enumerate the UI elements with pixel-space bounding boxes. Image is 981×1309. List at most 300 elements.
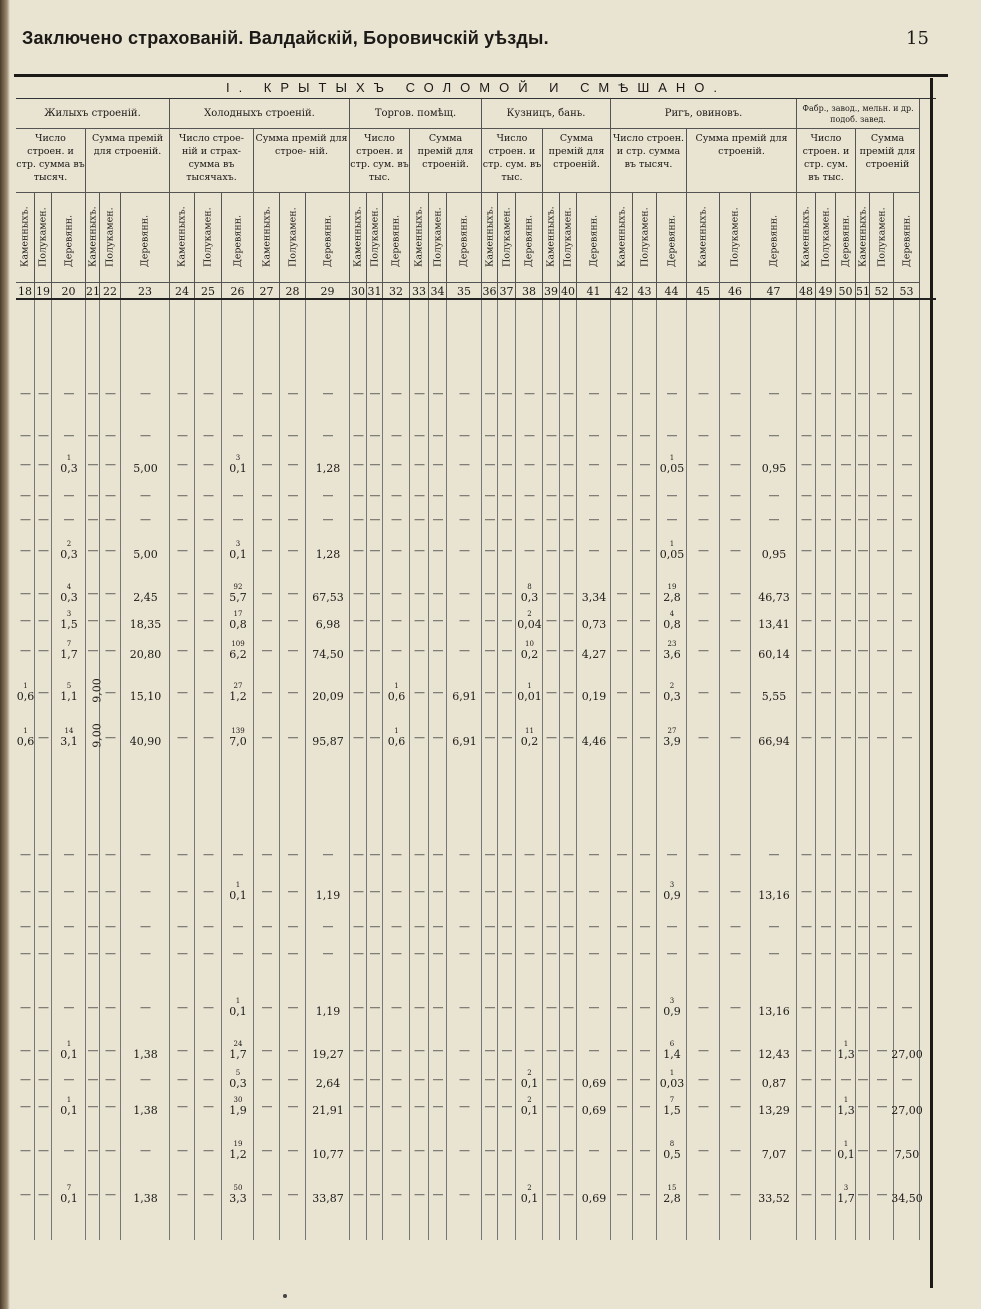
empty-cell-dash: — bbox=[730, 947, 741, 960]
empty-cell-dash: — bbox=[105, 1188, 116, 1201]
cell-value: 0,5 bbox=[663, 1148, 681, 1161]
empty-cell-dash: — bbox=[616, 920, 628, 933]
empty-cell-dash: — bbox=[563, 1188, 574, 1201]
empty-cell-dash: — bbox=[20, 544, 31, 557]
empty-cell-dash: — bbox=[901, 544, 913, 557]
empty-cell-dash: — bbox=[369, 1100, 381, 1113]
column-number: 23 bbox=[121, 283, 170, 300]
empty-cell-dash: — bbox=[563, 544, 574, 557]
empty-cell-dash: — bbox=[666, 513, 678, 526]
empty-cell-dash: — bbox=[840, 848, 852, 861]
empty-cell-dash: — bbox=[261, 848, 273, 861]
empty-cell-dash: — bbox=[287, 587, 299, 600]
empty-cell-dash: — bbox=[105, 1073, 116, 1086]
empty-cell-dash: — bbox=[261, 1044, 273, 1057]
column-type-header bbox=[429, 193, 447, 283]
empty-cell-dash: — bbox=[501, 644, 513, 657]
empty-cell-dash: — bbox=[414, 587, 425, 600]
table-cell bbox=[745, 454, 803, 475]
empty-cell-dash: — bbox=[20, 614, 31, 627]
column-type-header bbox=[498, 193, 516, 283]
empty-cell-dash: — bbox=[698, 458, 709, 471]
cell-count: 2 bbox=[669, 682, 675, 690]
empty-cell-dash: — bbox=[484, 1073, 496, 1086]
empty-cell-dash: — bbox=[730, 587, 741, 600]
column-number: 34 bbox=[429, 283, 447, 300]
empty-cell-dash: — bbox=[820, 644, 832, 657]
column-number: 47 bbox=[751, 283, 797, 300]
empty-cell-dash: — bbox=[876, 1100, 888, 1113]
empty-cell-dash: — bbox=[20, 644, 31, 657]
empty-cell-dash: — bbox=[232, 947, 244, 960]
empty-cell-dash: — bbox=[63, 1073, 75, 1086]
table-cell bbox=[300, 454, 356, 475]
empty-cell-dash: — bbox=[616, 686, 628, 699]
cell-value: 0,69 bbox=[581, 1077, 607, 1090]
empty-cell-dash: — bbox=[901, 686, 913, 699]
empty-cell-dash: — bbox=[177, 587, 188, 600]
table-cell bbox=[745, 881, 803, 902]
empty-cell-dash: — bbox=[87, 848, 99, 861]
empty-cell-dash: — bbox=[616, 885, 628, 898]
column-type-label: Деревянн. bbox=[322, 214, 333, 267]
empty-cell-dash: — bbox=[501, 458, 513, 471]
empty-cell-dash: — bbox=[563, 587, 574, 600]
cell-count: 15 bbox=[667, 1184, 677, 1192]
cell-count: 19 bbox=[667, 583, 677, 591]
empty-cell-dash: — bbox=[20, 513, 31, 526]
column-number: 40 bbox=[561, 285, 575, 298]
empty-cell-dash: — bbox=[20, 429, 31, 442]
empty-cell-dash: — bbox=[524, 885, 535, 898]
empty-cell-dash: — bbox=[840, 731, 852, 744]
cell-value: 46,73 bbox=[758, 591, 790, 604]
empty-cell-dash: — bbox=[432, 686, 444, 699]
empty-cell-dash: — bbox=[857, 920, 869, 933]
empty-cell-dash: — bbox=[369, 458, 381, 471]
empty-cell-dash: — bbox=[563, 1073, 574, 1086]
column-type-label: Полукамен. bbox=[562, 207, 574, 267]
empty-cell-dash: — bbox=[87, 1188, 99, 1201]
column-type-label: Полукамен. bbox=[820, 207, 831, 267]
empty-cell-dash: — bbox=[322, 387, 334, 400]
empty-cell-dash: — bbox=[459, 920, 470, 933]
cell-value: 0,6 bbox=[387, 690, 406, 703]
empty-cell-dash: — bbox=[177, 1188, 188, 1201]
cell-value: 0,1 bbox=[229, 889, 247, 902]
empty-cell-dash: — bbox=[730, 544, 741, 557]
column-number: 36 bbox=[482, 285, 497, 298]
column-type-label: Деревянн. bbox=[458, 214, 470, 267]
empty-cell-dash: — bbox=[666, 848, 678, 861]
table-cell bbox=[300, 1096, 356, 1117]
empty-cell-dash: — bbox=[801, 920, 812, 933]
empty-cell-dash: — bbox=[820, 885, 832, 898]
empty-cell-dash: — bbox=[546, 587, 557, 600]
empty-cell-dash: — bbox=[432, 489, 444, 502]
empty-cell-dash: — bbox=[353, 1073, 364, 1086]
column-type-label: Полукамен. bbox=[37, 207, 49, 267]
empty-cell-dash: — bbox=[353, 848, 364, 861]
empty-cell-dash: — bbox=[876, 848, 888, 861]
empty-cell-dash: — bbox=[353, 644, 364, 657]
empty-cell-dash: — bbox=[432, 885, 444, 898]
cell-count: 1 bbox=[669, 454, 675, 462]
cell-count: 1 bbox=[23, 682, 28, 690]
empty-cell-dash: — bbox=[801, 1001, 812, 1014]
empty-cell-dash: — bbox=[801, 513, 812, 526]
empty-cell-dash: — bbox=[369, 513, 381, 526]
empty-cell-dash: — bbox=[876, 1188, 888, 1201]
empty-cell-dash: — bbox=[140, 513, 151, 526]
empty-cell-dash: — bbox=[563, 513, 574, 526]
column-number: 26 bbox=[222, 283, 254, 300]
empty-cell-dash: — bbox=[901, 489, 913, 502]
empty-cell-dash: — bbox=[563, 1001, 574, 1014]
cell-count: 24 bbox=[233, 1040, 243, 1048]
cell-value: 1,1 bbox=[60, 690, 78, 703]
empty-cell-dash: — bbox=[588, 387, 600, 400]
empty-cell-dash: — bbox=[639, 1001, 651, 1014]
empty-cell-dash: — bbox=[38, 731, 49, 744]
empty-cell-dash: — bbox=[203, 644, 214, 657]
column-number: 18 bbox=[16, 283, 35, 300]
column-type-header bbox=[797, 193, 816, 283]
cell-value: 7,0 bbox=[229, 735, 247, 748]
empty-cell-dash: — bbox=[698, 513, 709, 526]
column-number: 52 bbox=[870, 283, 894, 300]
empty-cell-dash: — bbox=[616, 614, 628, 627]
empty-cell-dash: — bbox=[484, 387, 496, 400]
empty-cell-dash: — bbox=[639, 614, 651, 627]
group-header: Кузницъ, бань. bbox=[482, 99, 611, 129]
column-type-label: Полукамен. bbox=[639, 207, 650, 267]
empty-cell-dash: — bbox=[432, 920, 444, 933]
empty-cell-dash: — bbox=[857, 1073, 869, 1086]
table-cell bbox=[115, 727, 176, 748]
cell-value: 0,73 bbox=[581, 618, 607, 631]
empty-cell-dash: — bbox=[546, 644, 557, 657]
cell-value: 1,9 bbox=[229, 1104, 247, 1117]
empty-cell-dash: — bbox=[261, 587, 273, 600]
empty-cell-dash: — bbox=[203, 489, 214, 502]
empty-cell-dash: — bbox=[820, 387, 832, 400]
empty-cell-dash: — bbox=[484, 920, 496, 933]
top-rule bbox=[14, 74, 948, 77]
cell-count: 6 bbox=[669, 1040, 675, 1048]
column-type-header bbox=[280, 193, 306, 283]
empty-cell-dash: — bbox=[546, 1001, 557, 1014]
cell-value: 6,2 bbox=[229, 648, 247, 661]
empty-cell-dash: — bbox=[546, 1044, 557, 1057]
empty-cell-dash: — bbox=[63, 489, 75, 502]
cell-count: 5 bbox=[235, 1069, 241, 1077]
empty-cell-dash: — bbox=[20, 587, 31, 600]
empty-cell-dash: — bbox=[546, 1188, 557, 1201]
cell-value: 0,2 bbox=[520, 648, 539, 661]
empty-cell-dash: — bbox=[639, 644, 651, 657]
cell-value: 0,1 bbox=[60, 1104, 78, 1117]
empty-cell-dash: — bbox=[177, 1044, 188, 1057]
empty-cell-dash: — bbox=[588, 1144, 600, 1157]
cell-count: 1 bbox=[235, 881, 241, 889]
cell-value: 0,1 bbox=[520, 1077, 539, 1090]
empty-cell-dash: — bbox=[730, 848, 741, 861]
table-cell bbox=[745, 1096, 803, 1117]
empty-cell-dash: — bbox=[287, 387, 299, 400]
cell-value: 1,3 bbox=[837, 1048, 855, 1061]
empty-cell-dash: — bbox=[140, 1001, 151, 1014]
empty-cell-dash: — bbox=[698, 1100, 709, 1113]
empty-cell-dash: — bbox=[261, 489, 273, 502]
empty-cell-dash: — bbox=[459, 1144, 470, 1157]
empty-cell-dash: — bbox=[261, 885, 273, 898]
empty-cell-dash: — bbox=[391, 1073, 402, 1086]
column-number: 24 bbox=[170, 283, 195, 300]
column-number: 29 bbox=[306, 283, 350, 300]
cell-count: 17 bbox=[233, 610, 243, 618]
empty-cell-dash: — bbox=[901, 429, 913, 442]
empty-cell-dash: — bbox=[901, 644, 913, 657]
empty-cell-dash: — bbox=[546, 513, 557, 526]
empty-cell-dash: — bbox=[820, 1188, 832, 1201]
empty-cell-dash: — bbox=[140, 848, 151, 861]
empty-cell-dash: — bbox=[287, 458, 299, 471]
table-cell bbox=[300, 997, 356, 1018]
empty-cell-dash: — bbox=[801, 1100, 812, 1113]
empty-cell-dash: — bbox=[876, 458, 888, 471]
cell-value: 20,09 bbox=[312, 690, 344, 703]
empty-cell-dash: — bbox=[484, 1100, 496, 1113]
empty-cell-dash: — bbox=[616, 848, 628, 861]
column-type-label: Каменныхъ. bbox=[413, 206, 425, 267]
empty-cell-dash: — bbox=[820, 1100, 832, 1113]
cell-count: 2 bbox=[527, 610, 532, 618]
empty-cell-dash: — bbox=[901, 731, 913, 744]
empty-cell-dash: — bbox=[901, 513, 913, 526]
empty-cell-dash: — bbox=[730, 387, 741, 400]
empty-cell-dash: — bbox=[459, 489, 470, 502]
empty-cell-dash: — bbox=[287, 947, 299, 960]
column-type-header bbox=[447, 193, 482, 283]
cell-value: 6,98 bbox=[315, 618, 341, 631]
empty-cell-dash: — bbox=[840, 387, 852, 400]
empty-cell-dash: — bbox=[857, 848, 869, 861]
empty-cell-dash: — bbox=[857, 947, 869, 960]
empty-cell-dash: — bbox=[524, 387, 535, 400]
cell-count: 2 bbox=[66, 540, 72, 548]
table-cell bbox=[115, 1184, 176, 1205]
empty-cell-dash: — bbox=[87, 1001, 99, 1014]
empty-cell-dash: — bbox=[140, 387, 151, 400]
empty-cell-dash: — bbox=[38, 387, 49, 400]
cell-value: 3,3 bbox=[229, 1192, 247, 1205]
empty-cell-dash: — bbox=[20, 1001, 31, 1014]
column-type-header bbox=[306, 193, 350, 283]
page-number: 15 bbox=[906, 28, 929, 49]
cell-value: 6,91 bbox=[452, 690, 477, 703]
empty-cell-dash: — bbox=[432, 544, 444, 557]
empty-cell-dash: — bbox=[203, 544, 214, 557]
empty-cell-dash: — bbox=[546, 686, 557, 699]
empty-cell-dash: — bbox=[484, 1001, 496, 1014]
empty-cell-dash: — bbox=[563, 885, 574, 898]
cell-value: 15,10 bbox=[129, 690, 162, 703]
empty-cell-dash: — bbox=[353, 1044, 364, 1057]
empty-cell-dash: — bbox=[768, 387, 780, 400]
cell-value: 0,04 bbox=[517, 618, 542, 631]
empty-cell-dash: — bbox=[369, 489, 381, 502]
empty-cell-dash: — bbox=[730, 1188, 741, 1201]
cell-count: 23 bbox=[667, 640, 677, 648]
column-type-header bbox=[816, 193, 836, 283]
empty-cell-dash: — bbox=[459, 429, 470, 442]
empty-cell-dash: — bbox=[857, 458, 869, 471]
column-number: 33 bbox=[410, 283, 429, 300]
table-cell bbox=[888, 1096, 926, 1117]
cell-value: 1,19 bbox=[315, 1005, 341, 1018]
table-cell bbox=[888, 1040, 926, 1061]
cell-count: 19 bbox=[233, 1140, 243, 1148]
table-cell bbox=[888, 1140, 926, 1161]
table-cell bbox=[115, 1096, 176, 1117]
column-type-header bbox=[86, 193, 100, 283]
empty-cell-dash: — bbox=[391, 458, 402, 471]
empty-cell-dash: — bbox=[563, 920, 574, 933]
empty-cell-dash: — bbox=[287, 644, 299, 657]
table-cell bbox=[115, 1040, 176, 1061]
empty-cell-dash: — bbox=[261, 458, 273, 471]
empty-cell-dash: — bbox=[639, 1073, 651, 1086]
subgroup-header: Число строен. и стр. сум. въ тыс. bbox=[482, 129, 543, 193]
column-number: 20 bbox=[52, 283, 86, 300]
empty-cell-dash: — bbox=[203, 947, 214, 960]
cell-value: 0,3 bbox=[60, 462, 78, 475]
column-type-label: Полукамен. bbox=[876, 207, 887, 267]
empty-cell-dash: — bbox=[639, 947, 651, 960]
cell-value: 0,8 bbox=[663, 618, 681, 631]
empty-cell-dash: — bbox=[177, 848, 188, 861]
cell-count: 4 bbox=[669, 610, 675, 618]
empty-cell-dash: — bbox=[414, 489, 425, 502]
empty-cell-dash: — bbox=[857, 1001, 869, 1014]
empty-cell-dash: — bbox=[391, 587, 402, 600]
empty-cell-dash: — bbox=[38, 489, 49, 502]
empty-cell-dash: — bbox=[20, 1100, 31, 1113]
empty-cell-dash: — bbox=[524, 848, 535, 861]
cell-value: 0,95 bbox=[761, 548, 787, 561]
empty-cell-dash: — bbox=[616, 1073, 628, 1086]
empty-cell-dash: — bbox=[105, 947, 116, 960]
empty-cell-dash: — bbox=[698, 1144, 709, 1157]
empty-cell-dash: — bbox=[588, 947, 600, 960]
empty-cell-dash: — bbox=[588, 458, 600, 471]
table-cell bbox=[300, 583, 356, 604]
empty-cell-dash: — bbox=[432, 644, 444, 657]
empty-cell-dash: — bbox=[414, 848, 425, 861]
empty-cell-dash: — bbox=[414, 947, 425, 960]
empty-cell-dash: — bbox=[801, 489, 812, 502]
empty-cell-dash: — bbox=[730, 1001, 741, 1014]
empty-cell-dash: — bbox=[484, 1044, 496, 1057]
cell-count: 30 bbox=[233, 1096, 243, 1104]
subgroup-header: Число строен. и стр. сумма въ тысяч. bbox=[16, 129, 86, 193]
empty-cell-dash: — bbox=[524, 920, 535, 933]
empty-cell-dash: — bbox=[639, 1188, 651, 1201]
column-number: 30 bbox=[351, 285, 365, 298]
empty-cell-dash: — bbox=[820, 947, 832, 960]
empty-cell-dash: — bbox=[353, 513, 364, 526]
empty-cell-dash: — bbox=[901, 1073, 913, 1086]
empty-cell-dash: — bbox=[203, 429, 214, 442]
empty-cell-dash: — bbox=[38, 1073, 49, 1086]
empty-cell-dash: — bbox=[857, 644, 869, 657]
empty-cell-dash: — bbox=[639, 513, 651, 526]
empty-cell-dash: — bbox=[432, 458, 444, 471]
cell-count: 7 bbox=[66, 640, 72, 648]
empty-cell-dash: — bbox=[38, 1044, 49, 1057]
empty-cell-dash: — bbox=[63, 1001, 75, 1014]
empty-cell-dash: — bbox=[20, 458, 31, 471]
empty-cell-dash: — bbox=[730, 920, 741, 933]
empty-cell-dash: — bbox=[616, 544, 628, 557]
empty-cell-dash: — bbox=[203, 1188, 214, 1201]
column-type-header bbox=[836, 193, 856, 283]
empty-cell-dash: — bbox=[588, 544, 600, 557]
empty-cell-dash: — bbox=[140, 947, 151, 960]
empty-cell-dash: — bbox=[105, 614, 116, 627]
empty-cell-dash: — bbox=[232, 848, 244, 861]
cell-count: 1 bbox=[235, 997, 241, 1005]
empty-cell-dash: — bbox=[261, 614, 273, 627]
empty-cell-dash: — bbox=[177, 947, 188, 960]
empty-cell-dash: — bbox=[801, 885, 812, 898]
empty-cell-dash: — bbox=[546, 429, 557, 442]
empty-cell-dash: — bbox=[353, 458, 364, 471]
table-cell bbox=[300, 1140, 356, 1161]
empty-cell-dash: — bbox=[876, 1073, 888, 1086]
empty-cell-dash: — bbox=[322, 947, 334, 960]
column-type-header bbox=[254, 193, 280, 283]
empty-cell-dash: — bbox=[414, 644, 425, 657]
empty-cell-dash: — bbox=[105, 513, 116, 526]
cell-value: 1,4 bbox=[663, 1048, 681, 1061]
cell-count: 1 bbox=[843, 1096, 849, 1104]
empty-cell-dash: — bbox=[391, 429, 402, 442]
empty-cell-dash: — bbox=[524, 544, 535, 557]
empty-cell-dash: — bbox=[353, 387, 364, 400]
column-type-label: Деревянн. bbox=[232, 214, 243, 267]
cell-value: 0,3 bbox=[229, 1077, 247, 1090]
empty-cell-dash: — bbox=[105, 885, 116, 898]
empty-cell-dash: — bbox=[616, 1188, 628, 1201]
cell-value: 3,6 bbox=[663, 648, 681, 661]
empty-cell-dash: — bbox=[432, 387, 444, 400]
cell-count: 4 bbox=[66, 583, 72, 591]
cell-value: 33,87 bbox=[312, 1192, 344, 1205]
empty-cell-dash: — bbox=[353, 920, 364, 933]
empty-cell-dash: — bbox=[177, 1073, 188, 1086]
empty-cell-dash: — bbox=[261, 387, 273, 400]
empty-cell-dash: — bbox=[698, 920, 709, 933]
empty-cell-dash: — bbox=[177, 731, 188, 744]
column-type-header bbox=[870, 193, 894, 283]
column-type-header bbox=[720, 193, 751, 283]
empty-cell-dash: — bbox=[801, 686, 812, 699]
empty-cell-dash: — bbox=[353, 429, 364, 442]
empty-cell-dash: — bbox=[698, 644, 709, 657]
cell-value: 1,2 bbox=[229, 690, 247, 703]
